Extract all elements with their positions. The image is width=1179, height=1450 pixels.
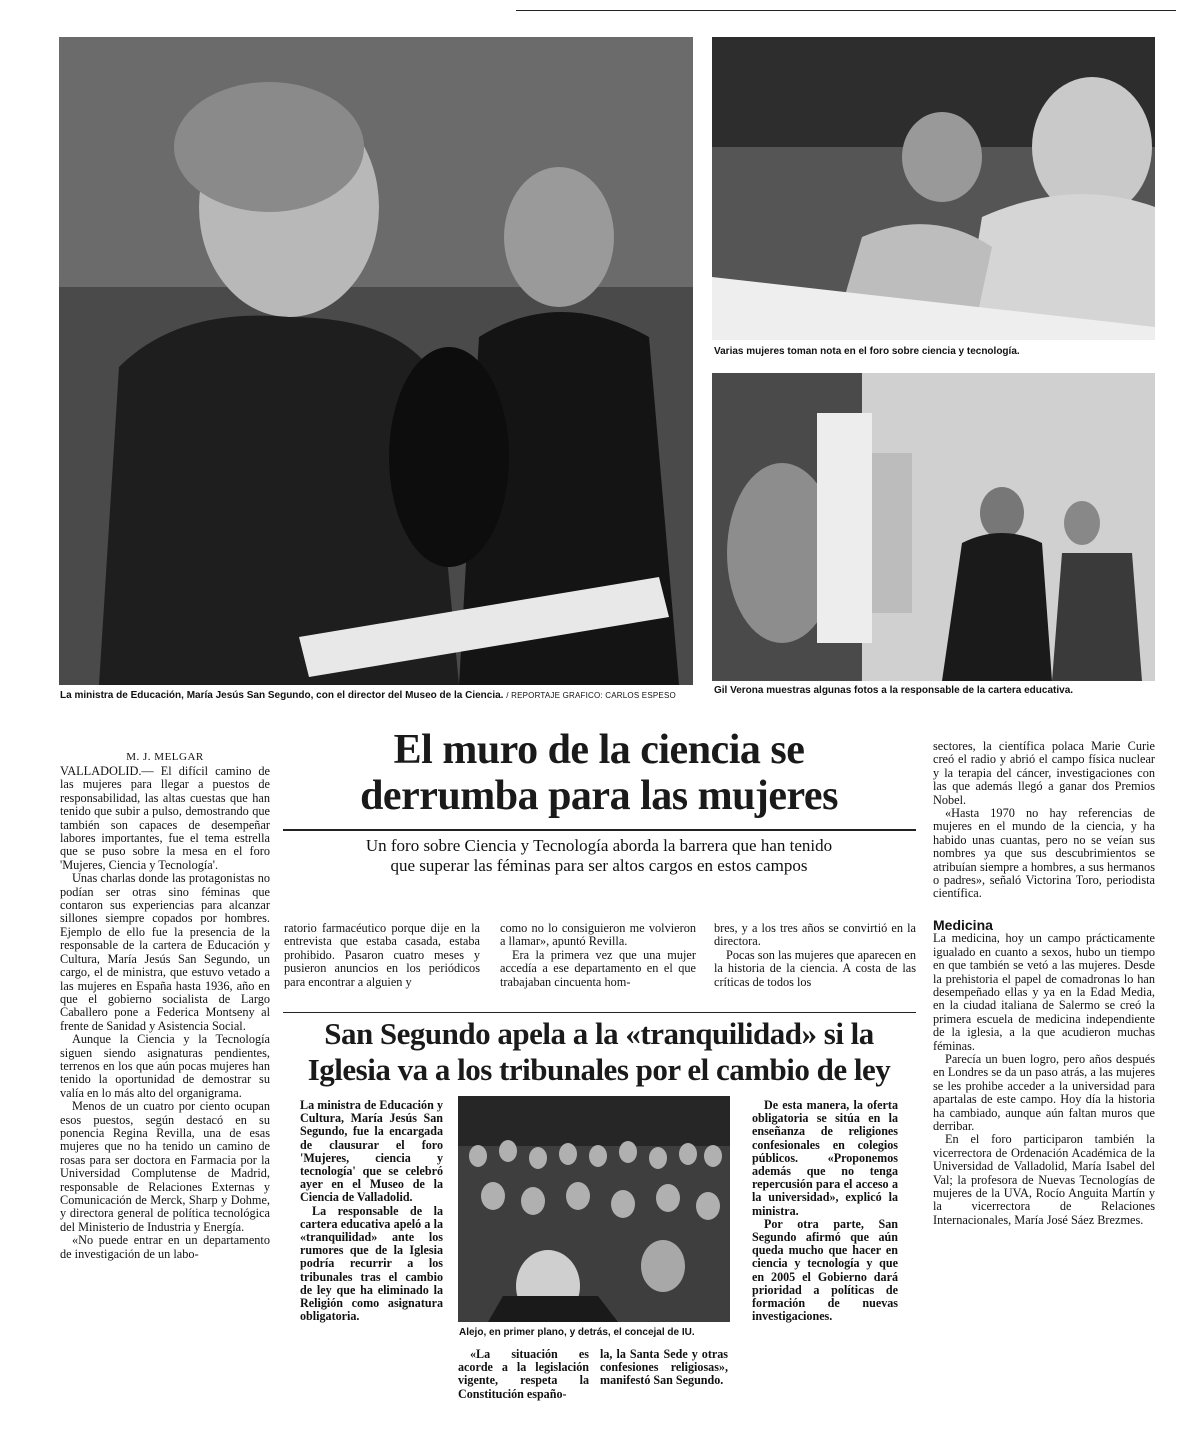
photo-credit: / REPORTAJE GRAFICO: CARLOS ESPESO (506, 691, 676, 700)
article1-paragraph: Parecía un buen logro, pero años después en Londres se da un paso atrás, a las mujeres se les prohibe acceder a la universidad para apartalas de este campo. Hoy día la historia ha cambiado, aunque aún faltan muros que derribar. (933, 1051, 1155, 1133)
main-photo-caption-text: La ministra de Educación, María Jesús San Segundo, con el director del Museo de la Ciencia. (60, 690, 504, 701)
top-right-caption: Varias mujeres toman nota en el foro sobre ciencia y tecnología. (714, 346, 1020, 357)
article2-headline-line1: San Segundo apela a la «tranquilidad» si la (324, 1016, 874, 1051)
article1-subhead-line2: que superar las féminas para ser altos cargos en estos campos (390, 856, 808, 875)
article1-column-2 (284, 922, 480, 989)
article2-paragraph: La ministra de Educación y Cultura, María Jesús San Segundo, fue la encargada de clausurar el foro 'Mujeres, ciencia y tecnología' que se celebró ayer en el Museo de la Ciencia de Valladolid. (300, 1098, 443, 1205)
article1-subhead-line1: Un foro sobre Ciencia y Tecnología aborda la barrera que han tenido (365, 836, 833, 855)
article2-column-4 (752, 1099, 898, 1323)
article2-column-2 (458, 1348, 589, 1401)
article1-column-3 (500, 922, 696, 989)
article1-paragraph: En el foro participaron también la vicerrectora de Ordenación Académica de la Universidad de Valladolid, María Isabel del Val; la profesora de Nuevas Tecnologías de mujeres de la UVA, Rocío Anguita Martín y la vicerrectora de Relaciones Internacionales, María José Sáez Brezmes. (933, 1132, 1155, 1227)
article1-paragraph: Unas charlas donde las protagonistas no podían ser otras sino féminas que contaron sus experiencias para alcanzar sillones siempre copados por hombres. Ejemplo de ello fue la presencia de la responsable de la cartera de Educación y Cultura, María Jesús San Segundo, un cargo, el de ministra, que estuvo vetado a las mujeres en España hasta 1936, año en que el gobierno socialista de Largo Caballero pone a Federica Montseny al frente de Sanidad y Asistencia Social. (60, 871, 270, 1033)
article2-paragraph: De esta manera, la oferta obligatoria se sitúa en la enseñanza de religiones confesionales en colegios públicos. «Proponemos además que no tenga repercusión para el acceso a la universidad», explicó la ministra. (752, 1098, 898, 1218)
article1-column-1 (60, 765, 270, 1410)
top-right-photo (712, 37, 1155, 340)
mid-right-caption: Gil Verona muestras algunas fotos a la responsable de la cartera educativa. (714, 685, 1074, 696)
main-photo (59, 37, 693, 685)
main-photo-caption (60, 690, 676, 702)
article1-subhead (283, 836, 915, 876)
article1-headline-line1: El muro de la ciencia se (393, 727, 805, 773)
article2-column-1 (300, 1099, 443, 1323)
article1-paragraph: Aunque la Ciencia y la Tecnología siguen siendo asignaturas pendientes, terrenos en los que aún pocas mujeres han tenido la oportunidad de demostrar su valía en lo más alto del organigrama. (60, 1032, 270, 1100)
article1-paragraph: bres, y a los tres años se convirtió en la directora. (714, 921, 916, 949)
article2-headline (283, 1016, 915, 1088)
article1-column-5 (933, 740, 1155, 1410)
article1-paragraph: Era la primera vez que una mujer accedía a ese departamento en el que trabajaban cincuenta hom- (500, 947, 696, 989)
article1-paragraph: Menos de un cuatro por ciento ocupan esos puestos, según destacó en su ponencia Regina Revilla, una de esas mujeres que no ha tenido un camino de rosas para ser doctora en Farmacia por la Universidad Complutense de Madrid, responsable de Relaciones Externas y Comunicación de Merck, Sharp y Dohme, y directora general de política tecnológica del Ministerio de Industria y Energía. (60, 1099, 270, 1234)
article1-paragraph: «Hasta 1970 no hay referencias de mujeres en el mundo de la ciencia, y ha habido unas cuantas, pero no se veían sus nombres ya que sus descubrimientos se atribuían siempre a hombres, a sus hermanos o padres», señaló Victorina Toro, periodista científica. (933, 806, 1155, 901)
article1-paragraph: como no lo consiguieron me volvieron a llamar», apuntó Revilla. (500, 921, 696, 949)
bottom-photo-caption: Alejo, en primer plano, y detrás, el concejal de IU. (459, 1327, 695, 1338)
article1-paragraph: VALLADOLID.— El difícil camino de las mujeres para llegar a puestos de responsabilidad, las altas cuestas que han tenido que subir a pulso, demostrando que también son capaces de desempeñar labores importantes, fue el tema estrella que se puso sobre la mesa en el foro 'Mujeres, Ciencia y Tecnología'. (60, 764, 270, 872)
article1-headline (283, 727, 915, 819)
article1-paragraph: La medicina, hoy un campo prácticamente igualado en cuanto a sexos, hubo un tiempo en que también se vetó a las mujeres. Desde la prehistoria el papel de comadronas lo han desempeñado ellas y ya en la Edad Media, en la ciudad italiana de Salermo se creó la primera escuela de medicina independiente de la iglesia, a la que acudieron muchas féminas. (933, 931, 1155, 1053)
article1-headline-line2: derrumba para las mujeres (360, 773, 838, 819)
article2-paragraph: la, la Santa Sede y otras confesiones religiosas», manifestó San Segundo. (600, 1347, 728, 1388)
byline: M. J. MELGAR (126, 751, 204, 763)
article1-paragraph: ratorio farmacéutico porque dije en la entrevista que estaba casada, estaba prohibido. Pasaron cuatro meses y pusieron anuncios en los periódicos para encontrar a alguien y (284, 921, 480, 989)
mid-right-photo (712, 373, 1155, 681)
top-rule (516, 10, 1176, 11)
article2-paragraph: Por otra parte, San Segundo afirmó que aún queda mucho que hacer en ciencia y tecnología y que en 2005 el Gobierno dará prioridad a políticas de formación de nuevas investigaciones. (752, 1216, 898, 1324)
article2-headline-line2: Iglesia va a los tribunales por el cambio de ley (307, 1052, 891, 1087)
article2-paragraph: «La situación es acorde a la legislación vigente, respeta la Constitución españo- (458, 1347, 589, 1401)
medicina-subheading: Medicina (933, 916, 993, 933)
article2-paragraph: La responsable de la cartera educativa apeló a la «tranquilidad» ante los rumores que de la Iglesia podría recurrir a los tribunales tras el cambio de ley que ha eliminado la Religión como asignatura obligatoria. (300, 1203, 443, 1324)
article1-column-4 (714, 922, 916, 989)
bottom-photo (458, 1096, 730, 1322)
article1-paragraph: «No puede entrar en un departamento de investigación de un labo- (60, 1233, 270, 1261)
article1-paragraph: sectores, la científica polaca Marie Curie creó el radio y abrió el campo física nuclear y la terapia del cáncer, investigaciones con las que además llegó a ganar dos Premios Nobel. (933, 739, 1155, 807)
article1-paragraph: Pocas son las mujeres que aparecen en la historia de la ciencia. A costa de las críticas de todos los (714, 947, 916, 989)
article2-top-rule (283, 1012, 916, 1013)
article2-column-3 (600, 1348, 728, 1388)
article1-headline-rule (283, 829, 916, 831)
